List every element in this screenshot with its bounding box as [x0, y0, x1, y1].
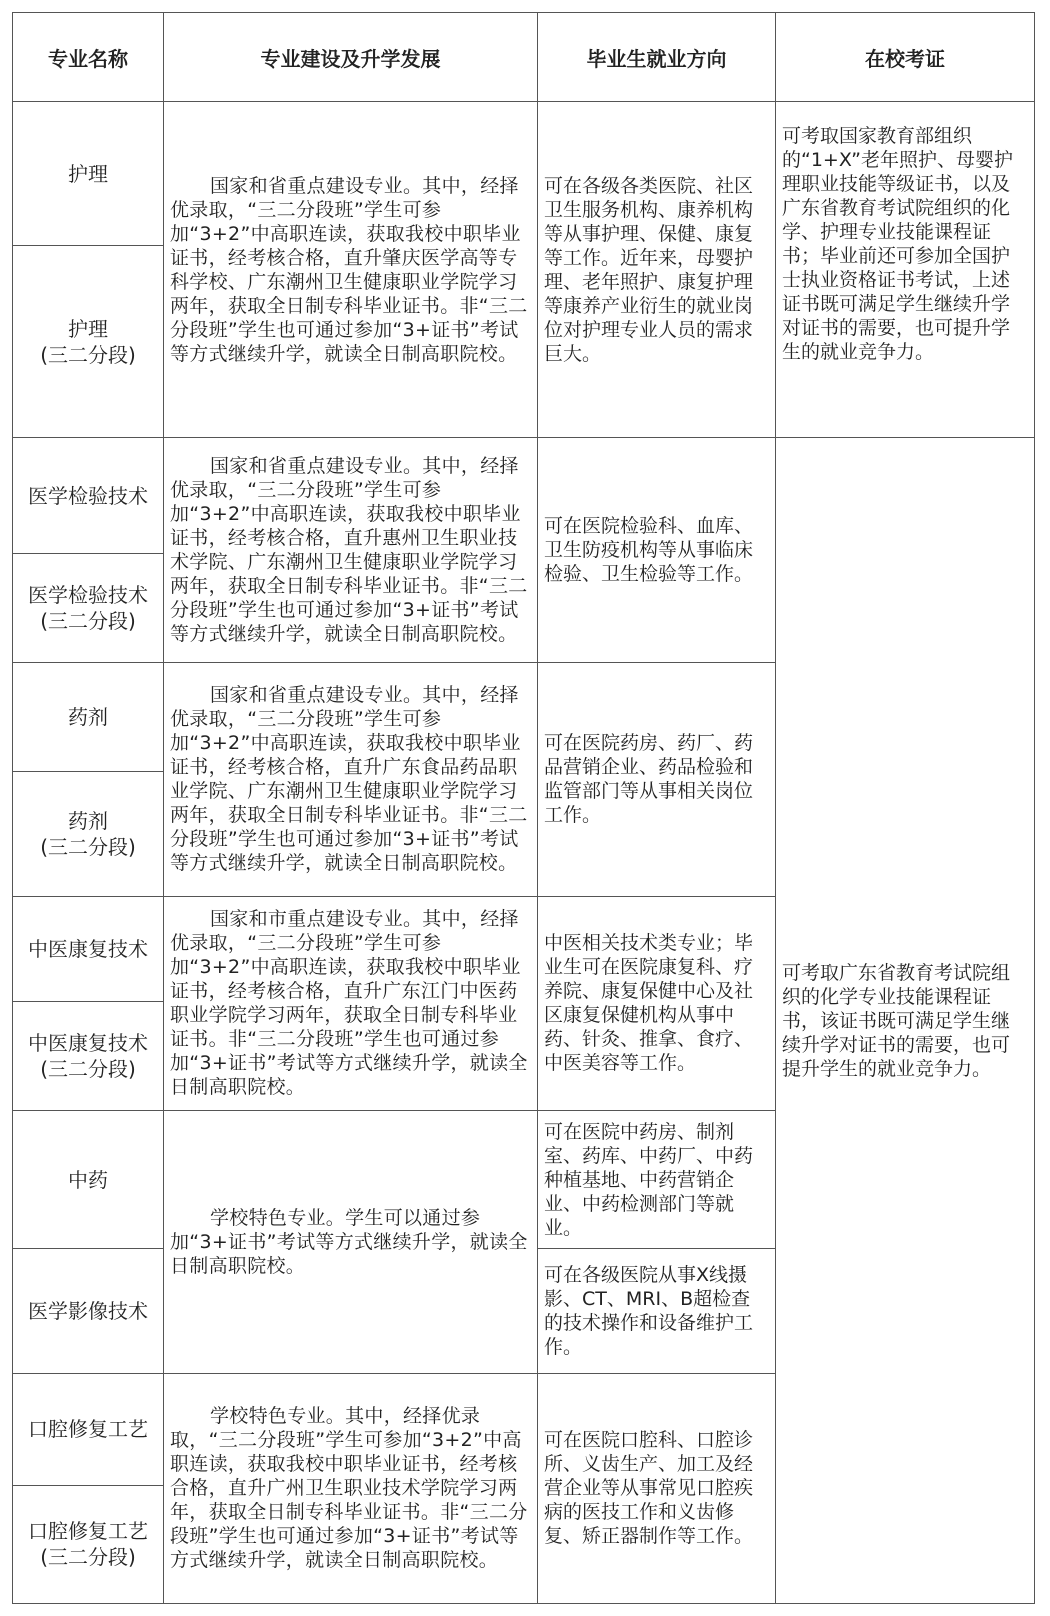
- employment-cell: 可在各级各类医院、社区卫生服务机构、康养机构等从事护理、保健、康复等工作。近年来，母婴护理、老年照护、康复护理等康养产业衍生的就业岗位对护理专业人员的需求巨大。: [538, 102, 776, 438]
- employment-cell: 可在医院口腔科、口腔诊所、义齿生产、加工及经营企业等从事常见口腔疾病的医技工作和义齿修复、矫正器制作等工作。: [538, 1373, 776, 1603]
- employment-cell: 可在医院检验科、血库、卫生防疫机构等从事临床检验、卫生检验等工作。: [538, 438, 776, 663]
- header-name: 专业名称: [13, 13, 164, 102]
- header-employment: 毕业生就业方向: [538, 13, 776, 102]
- major-name: 护理 (三二分段): [13, 246, 164, 438]
- major-name: 医学影像技术: [13, 1249, 164, 1373]
- development-text: 学校特色专业。学生可以通过参加“3+证书”考试等方式继续升学，就读全日制高职院校。: [170, 1206, 528, 1277]
- employment-cell: 可在各级医院从事X线摄影、CT、MRI、B超检查的技术操作和设备维护工作。: [538, 1249, 776, 1373]
- development-cell: [164, 1111, 538, 1373]
- development-cell: [164, 102, 538, 438]
- development-text: 国家和省重点建设专业。其中，经择优录取，“三二分段班”学生可参加“3+2”中高职连读，获取我校中职毕业证书，经考核合格，直升惠州卫生职业技术学院、广东潮州卫生健康职业学院学习两年，获取全日制专科毕业证书。非“三二分段班”学生也可通过参加“3+证书”考试等方式继续升学，就读全日制高职院校。: [170, 455, 528, 646]
- major-name: 中医康复技术 (三二分段): [13, 1002, 164, 1111]
- table-row: [13, 102, 1035, 246]
- development-text: 国家和省重点建设专业。其中，经择优录取，“三二分段班”学生可参加“3+2”中高职连读，获取我校中职毕业证书，经考核合格，直升肇庆医学高等专科学校、广东潮州卫生健康职业学院学习两年，获取全日制专科毕业证书。非“三二分段班”学生也可通过参加“3+证书”考试等方式继续升学，就读全日制高职院校。: [170, 174, 528, 365]
- major-name: 中医康复技术: [13, 896, 164, 1002]
- header-certificate: 在校考证: [776, 13, 1035, 102]
- development-cell: [164, 663, 538, 896]
- majors-table-container: [12, 12, 1034, 1604]
- header-row: [13, 13, 1035, 102]
- major-name: 药剂: [13, 663, 164, 772]
- major-name: 护理: [13, 102, 164, 246]
- majors-table: [12, 12, 1035, 1604]
- major-name: 口腔修复工艺: [13, 1373, 164, 1485]
- development-text: 国家和省重点建设专业。其中，经择优录取，“三二分段班”学生可参加“3+2”中高职连读，获取我校中职毕业证书，经考核合格，直升广东食品药品职业学院、广东潮州卫生健康职业学院学习两年，获取全日制专科毕业证书。非“三二分段班”学生也可通过参加“3+证书”考试等方式继续升学，就读全日制高职院校。: [170, 684, 528, 875]
- major-name: 医学检验技术 (三二分段): [13, 554, 164, 663]
- certificate-cell-nursing: 可考取国家教育部组织的“1+X”老年照护、母婴护理职业技能等级证书，以及广东省教育考试院组织的化学、护理专业技能课程证书；毕业前还可参加全国护士执业资格证书考试，上述证书既可满足学生继续升学对证书的需要，也可提升学生的就业竞争力。: [776, 102, 1035, 438]
- employment-cell: 可在医院药房、药厂、药品营销企业、药品检验和监管部门等从事相关岗位工作。: [538, 663, 776, 896]
- certificate-cell-others: 可考取广东省教育考试院组织的化学专业技能课程证书，该证书既可满足学生继续升学对证书的需要，也可提升学生的就业竞争力。: [776, 438, 1035, 1604]
- major-name: 药剂 (三二分段): [13, 772, 164, 896]
- table-row: [13, 438, 1035, 554]
- employment-cell: 可在医院中药房、制剂室、药库、中药厂、中药种植基地、中药营销企业、中药检测部门等就业。: [538, 1111, 776, 1249]
- employment-cell: 中医相关技术类专业；毕业生可在医院康复科、疗养院、康复保健中心及社区康复保健机构从事中药、针灸、推拿、食疗、中医美容等工作。: [538, 896, 776, 1111]
- development-cell: [164, 1373, 538, 1603]
- development-cell: [164, 896, 538, 1111]
- major-name: 中药: [13, 1111, 164, 1249]
- header-development: 专业建设及升学发展: [164, 13, 538, 102]
- major-name: 口腔修复工艺 (三二分段): [13, 1485, 164, 1603]
- development-text: 学校特色专业。其中，经择优录取，“三二分段班”学生可参加“3+2”中高职连读，获取我校中职毕业证书，经考核合格，直升广州卫生职业技术学院学习两年，获取全日制专科毕业证书。非“三二分段班”学生也可通过参加“3+证书”考试等方式继续升学，就读全日制高职院校。: [170, 1405, 528, 1572]
- development-text: 国家和市重点建设专业。其中，经择优录取，“三二分段班”学生可参加“3+2”中高职连读，获取我校中职毕业证书，经考核合格，直升广东江门中医药职业学院学习两年，获取全日制专科毕业证书。非“三二分段班”学生也可通过参加“3+证书”考试等方式继续升学，就读全日制高职院校。: [170, 908, 528, 1099]
- development-cell: [164, 438, 538, 663]
- major-name: 医学检验技术: [13, 438, 164, 554]
